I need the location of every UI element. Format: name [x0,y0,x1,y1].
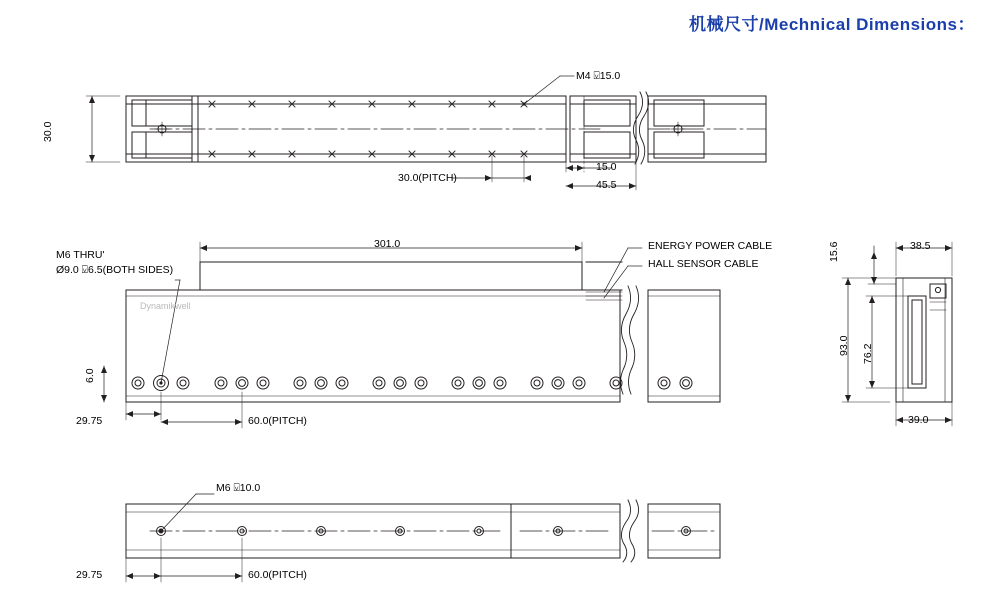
front-dim-29-75-label: 29.75 [76,415,103,427]
top-dim-45-5-label: 45.5 [596,179,617,191]
energy-power-cable-label: ENERGY POWER CABLE [648,240,773,252]
front-dim-6-label: 6.0 [84,368,96,383]
side-dim-76-2-label: 76.2 [862,343,874,364]
callout-m6-label: M6 ⍌10.0 [216,482,261,494]
top-pitch-dim-label: 30.0(PITCH) [398,172,457,184]
callout-m6-thru-label-line1: M6 THRU' [56,249,105,261]
top-dim-15-label: 15.0 [596,161,617,173]
top-height-dim-label: 30.0 [42,121,54,142]
bottom-dim-29-75-label: 29.75 [76,569,103,581]
bottom-pitch-dim-label: 60.0(PITCH) [248,569,307,581]
front-view-geometry [101,242,720,428]
front-pitch-dim-label: 60.0(PITCH) [248,415,307,427]
callout-m6-thru-label-line2: Ø9.0 ⍌6.5(BOTH SIDES) [56,264,174,276]
bottom-view-geometry [126,494,720,582]
callout-m4-label: M4 ⍌15.0 [576,70,621,82]
side-dim-39-label: 39.0 [908,414,929,426]
side-dim-93-label: 93.0 [838,335,850,356]
hall-sensor-cable-label: HALL SENSOR CABLE [648,258,759,270]
side-view-geometry [842,242,952,426]
side-dim-15-6-label: 15.6 [828,241,840,262]
front-length-dim-label: 301.0 [374,238,401,250]
page-title: 机械尺寸/Mechnical Dimensions： [689,15,975,34]
side-dim-38-5-label: 38.5 [910,240,931,252]
watermark-text: Dynamikwell [140,301,191,311]
